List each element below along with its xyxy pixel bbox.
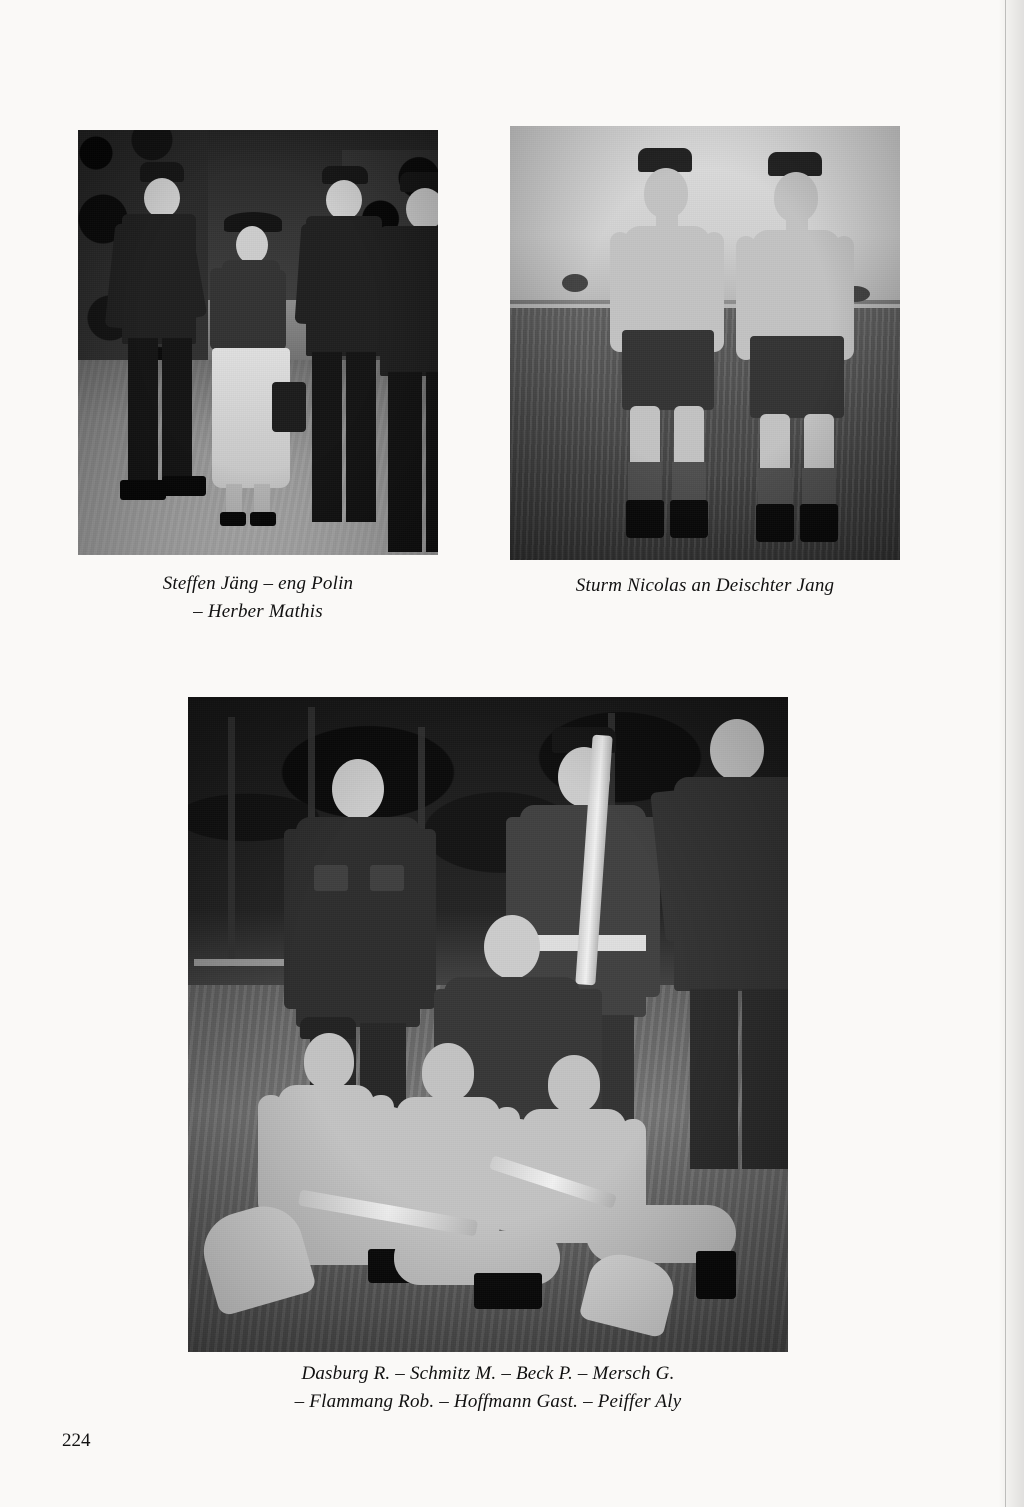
caption-line: – Flammang Rob. – Hoffmann Gast. – Peiffer Aly [294, 1390, 682, 1412]
woman-figure [202, 212, 298, 522]
caption-line: – Herber Mathis [193, 600, 323, 622]
photo-soldiers-and-woman [78, 130, 438, 555]
soldier-right-figure [360, 172, 438, 555]
figure-caption-2 [500, 572, 910, 600]
caption-line: Dasburg R. – Schmitz M. – Beck P. – Mersch G. [301, 1363, 675, 1384]
photo-group-portrait [188, 697, 788, 1352]
page-number: 224 [62, 1430, 91, 1451]
tree-trunk [228, 717, 235, 967]
photo-two-men-field [510, 126, 900, 560]
figure-caption-3 [188, 1360, 788, 1415]
figure-caption-1 [78, 570, 438, 625]
soldier-left-figure [106, 162, 206, 522]
background-bush [562, 274, 588, 292]
caption-line: Steffen Jäng – eng Polin [162, 573, 354, 594]
man-left-figure [606, 148, 736, 538]
page-edge-shadow [998, 0, 1024, 1507]
page-edge-line [1005, 0, 1006, 1507]
caption-line: Sturm Nicolas an Deischter Jang [575, 575, 835, 596]
man-right-figure [728, 152, 868, 544]
